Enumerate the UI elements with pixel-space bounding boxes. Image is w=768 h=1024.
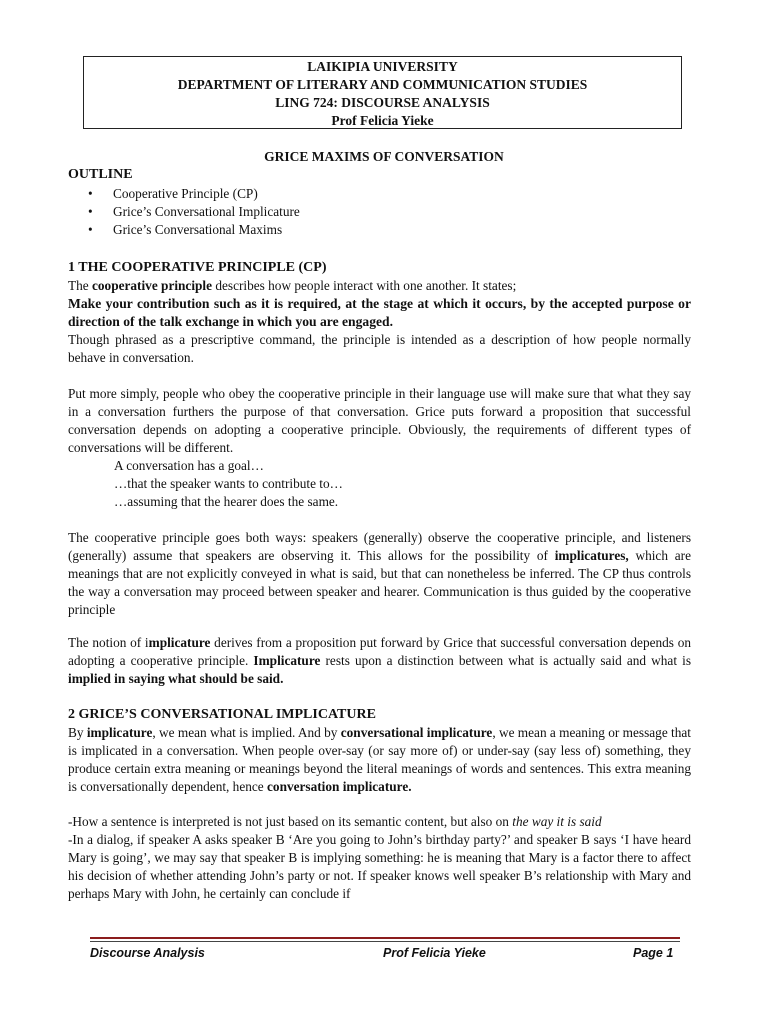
list-item: • Grice’s Conversational Maxims: [88, 222, 283, 237]
list-item: • Grice’s Conversational Implicature: [88, 204, 300, 219]
section-1-paragraph-5: The notion of implicature derives from a proposition put forward by Grice that successful conversation depends on adopting a cooperative principle. Implicature rests upon a distinction between what is actually said and what is implied in saying what should be said.: [68, 635, 692, 686]
lecturer-name: Prof Felicia Yieke: [331, 113, 434, 128]
course-title: LING 724: DISCOURSE ANALYSIS: [275, 95, 490, 110]
section-1-paragraph-4: The cooperative principle goes both ways: speakers (generally) observe the cooperative principle, and listeners (generally) assume that speakers are observing it. This allows for the possibility of implicatures, which are meanings that are not explicitly conveyed in what is said, but that can nonetheless be inferred. The CP thus controls the way a conversation may proceed between speaker and hearer. Communication is thus guided by the cooperative principle: [68, 530, 691, 617]
university-name: LAIKIPIA UNIVERSITY: [307, 59, 458, 74]
outline-heading: OUTLINE: [68, 167, 133, 182]
document-title: GRICE MAXIMS OF CONVERSATION: [264, 149, 504, 164]
section-2-paragraph-1: By implicature, we mean what is implied. And by conversational implicature, we mean a meaning or message that is implicated in a conversation. When people over-say (or say more of) or under-say (say less of) something, they produce certain extra meaning or meanings beyond the literal meanings of words and sentences. This extra meaning is conversationally dependent, hence conversation implicature.: [68, 725, 691, 794]
department-name: DEPARTMENT OF LITERARY AND COMMUNICATION STUDIES: [177, 77, 588, 92]
goal-line-3: …assuming that the hearer does the same.: [114, 494, 339, 509]
section-1-heading: 1 THE COOPERATIVE PRINCIPLE (CP): [68, 260, 327, 275]
goal-line-2: …that the speaker wants to contribute to…: [114, 476, 343, 491]
section-2-paragraph-2: -How a sentence is interpreted is not just based on its semantic content, but also on the way it is said: [68, 814, 602, 829]
section-1-paragraph-2: Though phrased as a prescriptive command, the principle is intended as a description of how people normally behave in conversation.: [68, 332, 691, 365]
header-box: [83, 56, 682, 129]
section-1-paragraph-3: Put more simply, people who obey the cooperative principle in their language use will make sure that what they say in a conversation furthers the purpose of that conversation. Grice puts forward a proposition that successful conversation depends on adopting a cooperative principle. Obviously, the requirements of different types of conversations will be different.: [68, 386, 691, 455]
section-2-heading: 2 GRICE’S CONVERSATIONAL IMPLICATURE: [68, 707, 376, 722]
bullet-icon: •: [88, 222, 93, 237]
bullet-icon: •: [88, 204, 93, 219]
goal-line-1: A conversation has a goal…: [114, 458, 264, 473]
cooperative-principle-quote: Make your contribution such as it is required, at the stage at which it occurs, by the accepted purpose or direction of the talk exchange in which you are engaged.: [68, 296, 691, 329]
footer-divider: [90, 941, 680, 942]
footer-page-number: Page 1: [633, 946, 674, 960]
section-1-paragraph-1: The cooperative principle describes how people interact with one another. It states;: [68, 278, 517, 293]
outline-list: [88, 185, 300, 239]
list-item: • Cooperative Principle (CP): [88, 186, 258, 201]
bullet-icon: •: [88, 186, 93, 201]
footer-course: Discourse Analysis: [90, 946, 205, 960]
footer-lecturer: Prof Felicia Yieke: [383, 946, 486, 960]
footer-divider-accent: [90, 937, 680, 939]
section-2-paragraph-3: -In a dialog, if speaker A asks speaker B ‘Are you going to John’s birthday party?’ and speaker B says ‘I have heard Mary is going’, we may say that speaker B is implying something: he is meaning that Mary is a factor there to affect his decision of whether attending John’s party or not. If speaker knows well speaker B’s relationship with Mary and perhaps Mary with John, he certainly can conclude if: [68, 832, 691, 901]
